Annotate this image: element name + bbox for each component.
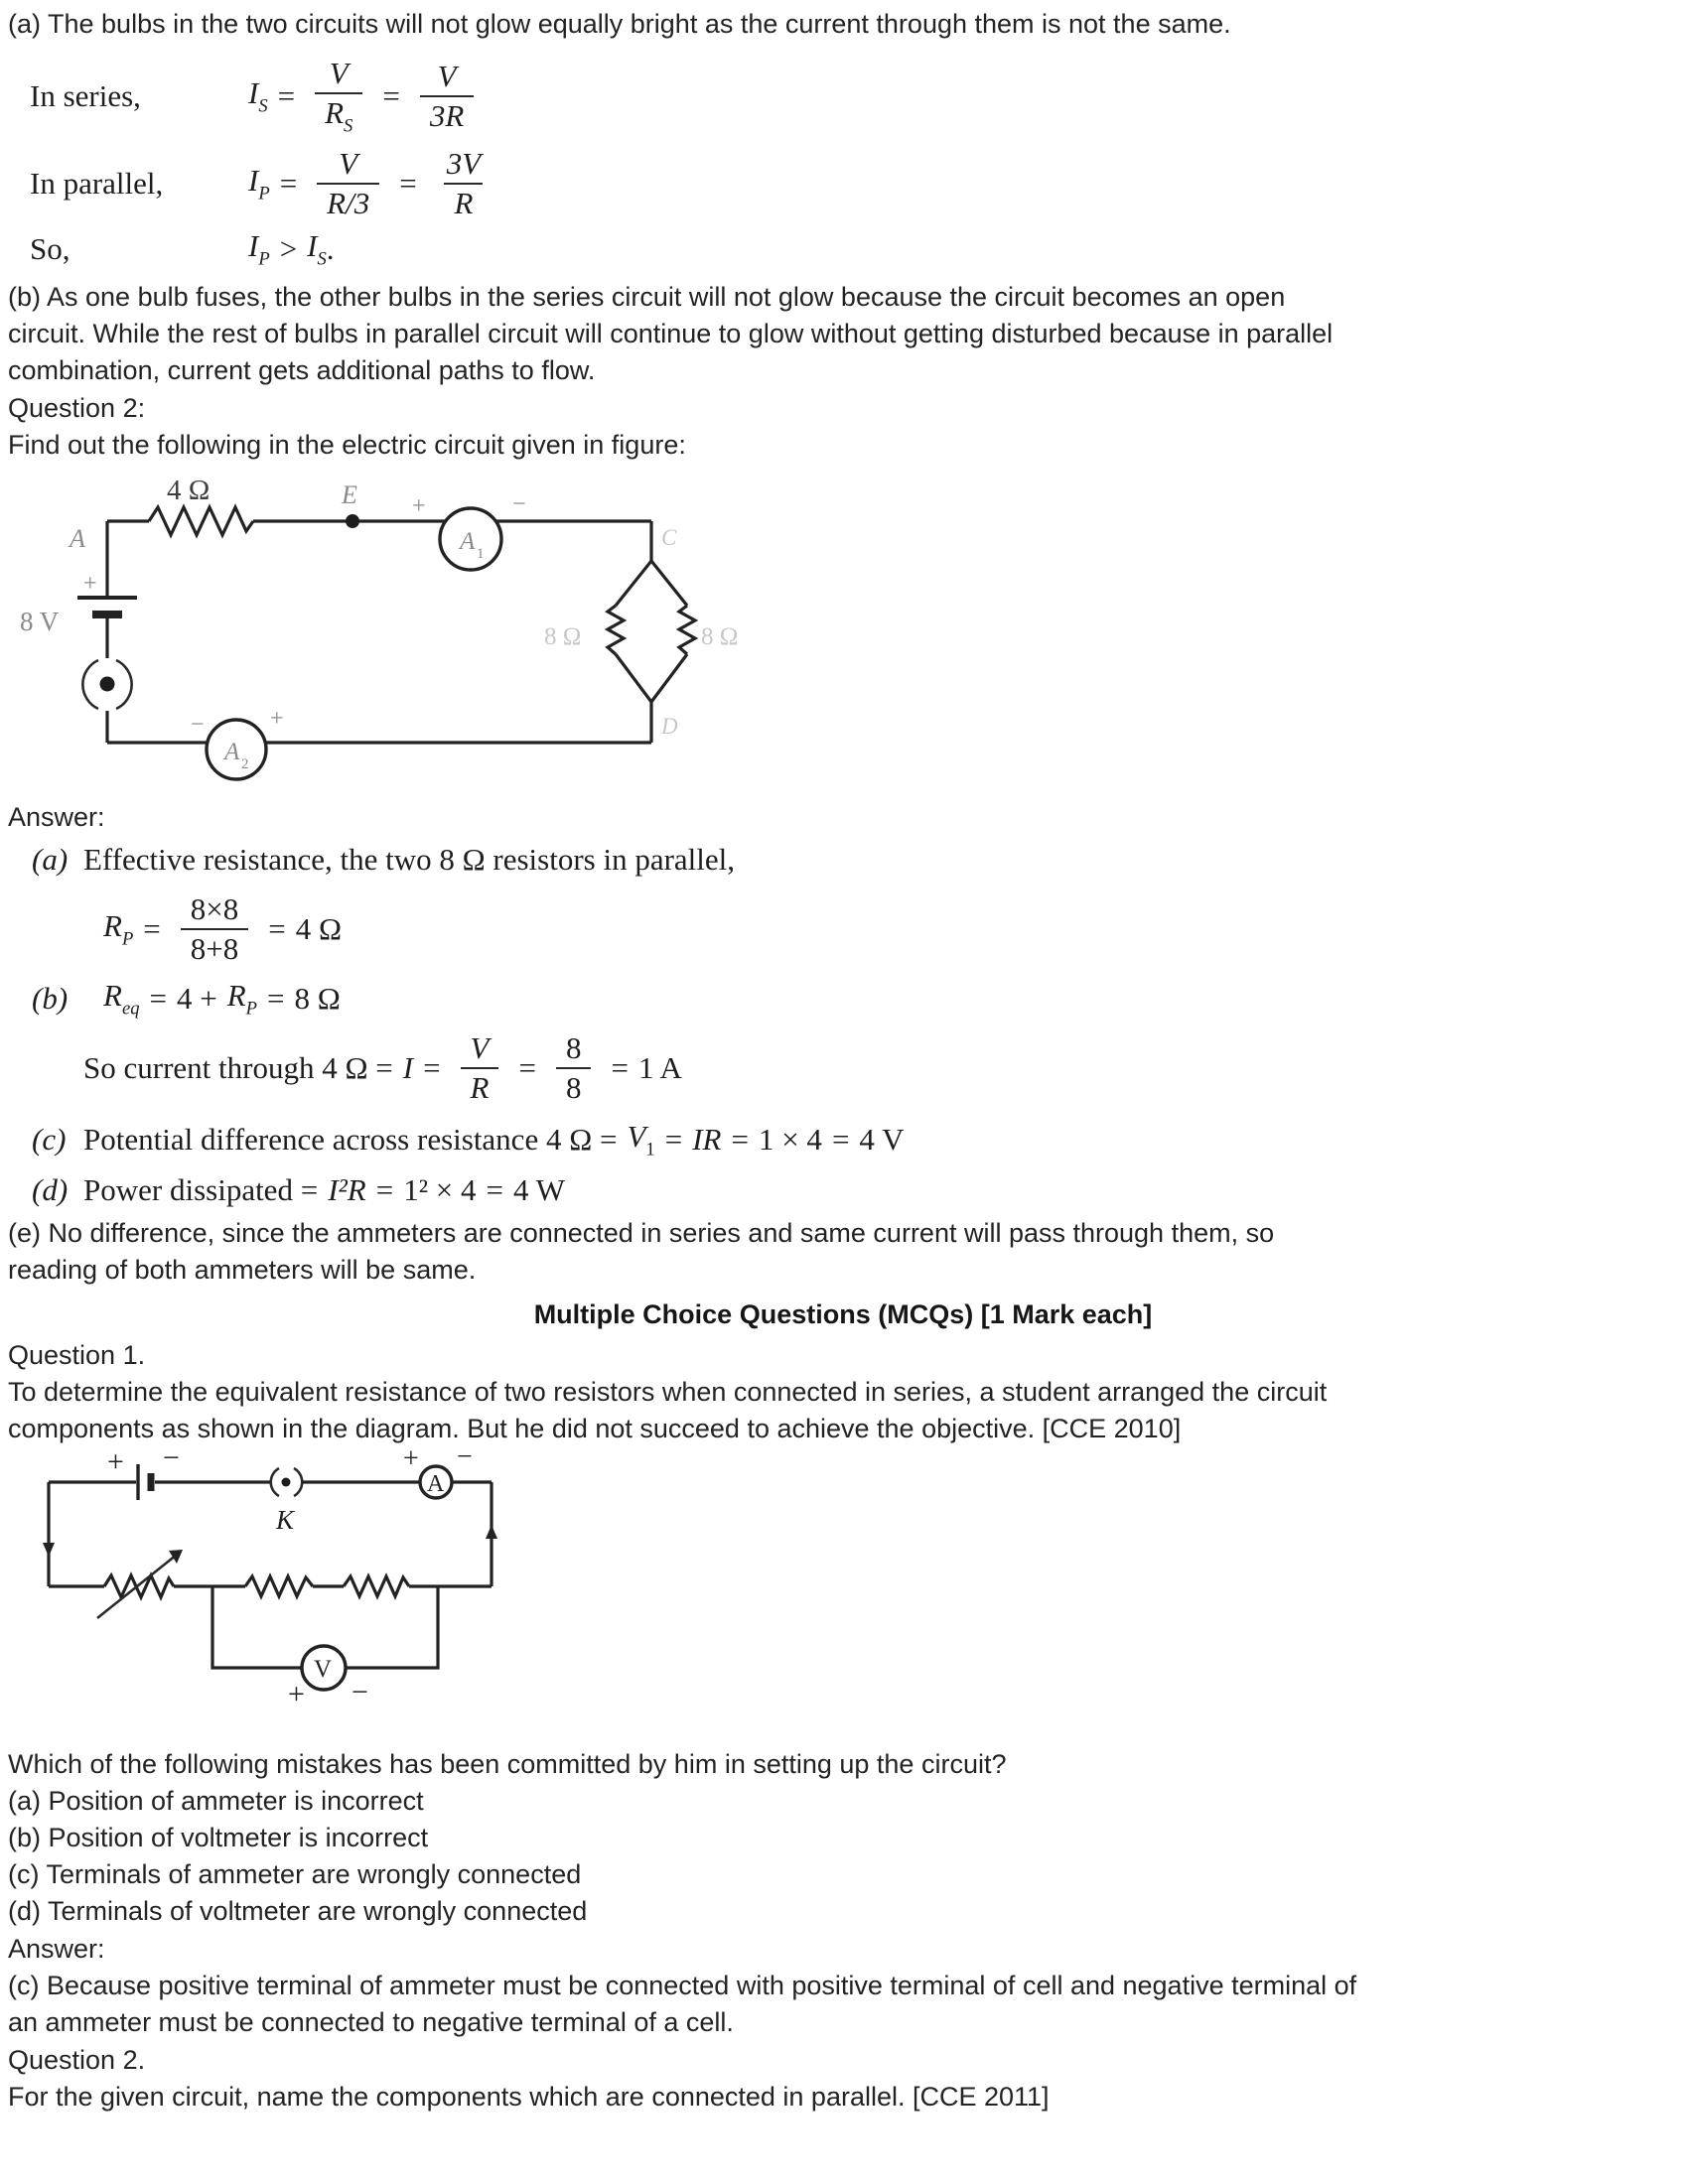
denominator: R	[454, 186, 474, 220]
voltmeter-minus: −	[352, 1676, 368, 1708]
paragraph-b-line: (b) As one bulb fuses, the other bulbs in the series circuit will not glow because the circuit becomes an open	[8, 282, 1286, 312]
equals: =	[518, 1050, 536, 1085]
equals: =	[382, 78, 400, 113]
equation-series-math	[248, 56, 484, 136]
d-prefix: Power dissipated =	[83, 1172, 319, 1207]
answer-line-c	[8, 1114, 1678, 1165]
equals: =	[399, 166, 417, 201]
node-d-label: D	[661, 714, 678, 739]
numerator: V	[329, 56, 349, 91]
current-arrow-down	[43, 1543, 55, 1557]
equals: =	[486, 1172, 503, 1207]
node-a-label: A	[70, 524, 85, 553]
circuit2-svg	[8, 1447, 564, 1741]
sub-S: S	[344, 115, 353, 137]
mcq-answer-heading: Answer:	[8, 1934, 105, 1964]
resistor-right-label: 8 Ω	[701, 623, 739, 650]
mcq-question2-heading: Question 2.	[8, 2045, 146, 2075]
fraction	[461, 1030, 499, 1105]
ammeter1-plus: +	[412, 493, 426, 519]
circuit1-svg	[8, 464, 782, 793]
answer-line-rp	[103, 884, 1678, 975]
mcq-option-d: (d) Terminals of voltmeter are wrongly connected	[8, 1896, 588, 1926]
paragraph-b-line: combination, current gets additional paths to flow.	[8, 355, 596, 385]
node-c-label: C	[661, 525, 677, 550]
var-IR: IR	[692, 1122, 722, 1157]
result: 4 V	[859, 1122, 905, 1157]
mcq-question2-text: For the given circuit, name the components which are connected in parallel. [CCE 2011]	[8, 2082, 1050, 2112]
var-I: I	[402, 1050, 414, 1085]
mcq-option-c: (c) Terminals of ammeter are wrongly connected	[8, 1859, 582, 1889]
voltmeter-plus: +	[288, 1678, 305, 1710]
equals: =	[143, 911, 161, 946]
paragraph-b-line: circuit. While the rest of bulbs in parallel circuit will continue to glow without getting disturbed because in parallel	[8, 319, 1334, 348]
answer-heading: Answer:	[8, 802, 105, 832]
item-number: (c)	[32, 1122, 67, 1157]
var-I: I	[248, 74, 259, 110]
fraction	[315, 56, 362, 136]
paragraph-e	[8, 1215, 1678, 1289]
var-R: R	[103, 977, 122, 1013]
denominator: 3R	[429, 98, 465, 133]
derivation-block	[8, 53, 1678, 271]
denominator: 8	[556, 1067, 592, 1106]
circuit-diagram-1	[8, 464, 1678, 798]
mcq-question1-heading: Question 1.	[8, 1340, 146, 1370]
plug-key-right-arc	[116, 660, 132, 709]
junction-e-dot	[346, 514, 359, 528]
battery-voltage-label: 8 V	[20, 607, 60, 636]
equation-label: In series,	[30, 78, 141, 113]
equals: =	[375, 1172, 394, 1207]
c-prefix: Potential difference across resistance 4 Ω =	[83, 1122, 618, 1157]
fraction	[317, 146, 379, 220]
ammeter1-label: A	[460, 528, 476, 555]
denominator: R	[325, 94, 345, 130]
mcq-section-heading: Multiple Choice Questions (MCQs) [1 Mark each]	[533, 1299, 1153, 1329]
resistor-left-label: 8 Ω	[544, 623, 582, 650]
numerator: V	[437, 59, 457, 94]
wire	[651, 561, 687, 606]
fraction	[420, 59, 474, 133]
var-R: R	[103, 907, 122, 943]
expression: 1² × 4	[403, 1172, 477, 1207]
equals: =	[611, 1050, 629, 1085]
fraction	[437, 146, 491, 220]
resistor-4ohm	[149, 507, 253, 535]
mcq-answer-line: an ammeter must be connected to negative terminal of a cell.	[8, 2007, 734, 2037]
plug-key-left-arc	[82, 660, 98, 709]
equals: =	[423, 1050, 441, 1085]
numerator: 8	[565, 1030, 582, 1066]
sub-P: P	[258, 248, 270, 270]
paragraph-b	[8, 279, 1678, 389]
sub-P: P	[245, 998, 258, 1020]
resistor-left-branch	[608, 606, 624, 654]
resistor-4ohm-label: 4 Ω	[167, 475, 211, 506]
battery-plus: +	[83, 571, 97, 597]
greater-than: >	[279, 230, 298, 266]
paragraph-e-line: (e) No difference, since the ammeters are connected in series and same current will pass through them, so	[8, 1218, 1275, 1248]
ammeter-plus: +	[403, 1447, 419, 1474]
equation-label: So,	[30, 231, 70, 266]
sub-P: P	[121, 928, 134, 950]
ammeter2-plus: +	[270, 706, 284, 732]
mcq-option-b: (b) Position of voltmeter is incorrect	[8, 1823, 429, 1852]
sub-eq: eq	[121, 998, 140, 1020]
var-R: R	[226, 977, 246, 1013]
plug-key-dot	[100, 677, 115, 692]
numerator: V	[339, 146, 358, 182]
equals: =	[731, 1122, 749, 1157]
equals: =	[279, 166, 298, 201]
wire	[651, 654, 687, 702]
ammeter1-sub: 1	[477, 546, 485, 562]
wire	[212, 1586, 302, 1668]
equation-conclusion-math	[248, 228, 335, 270]
equals: =	[268, 911, 286, 946]
mcq-answer-line: (c) Because positive terminal of ammeter must be connected with positive terminal of cell and negative terminal of	[8, 1971, 1357, 2000]
key-label: K	[276, 1505, 295, 1535]
item-number: (a)	[32, 842, 69, 877]
equation-parallel	[8, 140, 1678, 227]
equation-parallel-math	[248, 146, 500, 220]
equals: =	[267, 981, 285, 1016]
mcq-answer-text	[8, 1968, 1678, 2041]
result: 4 Ω	[295, 911, 343, 946]
var-V: V	[627, 1118, 646, 1154]
node-e-label: E	[342, 480, 357, 509]
rheostat-arrow-head	[169, 1550, 183, 1564]
answer-math-block	[8, 836, 1678, 1215]
result: 1 A	[637, 1050, 682, 1085]
equals: =	[664, 1122, 683, 1157]
battery-minus: −	[163, 1447, 180, 1474]
sub-S: S	[317, 248, 327, 270]
plug-key-dot	[282, 1478, 291, 1487]
var-I2R: I²R	[328, 1172, 366, 1207]
mcq-option-a: (a) Position of ammeter is incorrect	[8, 1786, 424, 1816]
ammeter2-minus: −	[191, 712, 205, 738]
ammeter2-sub: 2	[241, 756, 249, 772]
current-prefix: So current through 4 Ω =	[83, 1050, 393, 1085]
ammeter1-minus: −	[512, 491, 526, 517]
battery-plus: +	[107, 1447, 124, 1478]
question2-text: Find out the following in the electric circuit given in figure:	[8, 430, 686, 460]
denominator: R	[470, 1070, 490, 1105]
equals: =	[277, 78, 296, 113]
question2-heading: Question 2:	[8, 393, 146, 423]
ammeter-minus: −	[457, 1447, 473, 1472]
result: 4 W	[513, 1172, 565, 1207]
numerator: 3V	[446, 146, 482, 182]
answer-a-text: Effective resistance, the two 8 Ω resistors in parallel,	[83, 842, 736, 877]
denominator: 8+8	[181, 928, 248, 967]
mcq-question1-line: To determine the equivalent resistance of two resistors when connected in series, a student arranged the circuit	[8, 1377, 1328, 1407]
result: 8 Ω	[294, 981, 341, 1016]
numerator: V	[470, 1030, 490, 1066]
equals: =	[831, 1122, 850, 1157]
fraction	[556, 1030, 592, 1105]
mcq-question1-line: components as shown in the diagram. But he did not succeed to achieve the objective. [CCE 2010]	[8, 1414, 1182, 1443]
current-arrow-up	[486, 1525, 497, 1539]
ammeter2-label: A	[224, 739, 240, 765]
answer-line-b	[8, 975, 1678, 1023]
paragraph-a: (a) The bulbs in the two circuits will not glow equally bright as the current through them is not the same.	[8, 9, 1231, 39]
period: .	[326, 230, 335, 266]
expression: 1 × 4	[758, 1122, 822, 1157]
circuit-diagram-2	[8, 1447, 1678, 1746]
equation-series	[8, 53, 1678, 140]
sub-1: 1	[645, 1139, 655, 1160]
voltmeter-label: V	[314, 1656, 333, 1683]
sub-P: P	[258, 183, 270, 205]
wire	[616, 561, 651, 606]
equation-label: In parallel,	[30, 166, 164, 201]
var-I: I	[307, 227, 318, 263]
numerator: 8×8	[190, 891, 239, 927]
item-number: (b)	[32, 981, 69, 1016]
wire	[616, 654, 651, 702]
var-I: I	[248, 162, 259, 198]
fraction	[181, 891, 248, 966]
equation-conclusion	[8, 227, 1678, 271]
mcq-question1-text	[8, 1374, 1678, 1447]
expression: 4 +	[176, 981, 217, 1016]
resistor1-zigzag	[245, 1576, 313, 1596]
plug-key-right-arc	[294, 1468, 302, 1496]
answer-line-a	[8, 836, 1678, 884]
answer-line-d	[8, 1165, 1678, 1215]
denominator: R/3	[327, 186, 370, 220]
equals: =	[149, 981, 167, 1016]
paragraph-e-line: reading of both ammeters will be same.	[8, 1255, 477, 1285]
ammeter-label: A	[427, 1471, 445, 1497]
which-question-line: Which of the following mistakes has been committed by him in setting up the circuit?	[8, 1749, 1007, 1779]
sub-S: S	[258, 95, 268, 117]
resistor2-zigzag	[344, 1576, 409, 1596]
mcq-options	[8, 1783, 1678, 1930]
answer-line-current	[83, 1023, 1678, 1114]
plug-key-left-arc	[271, 1468, 279, 1496]
var-I: I	[248, 227, 259, 263]
resistor-right-branch	[679, 606, 695, 654]
item-number: (d)	[32, 1172, 69, 1207]
